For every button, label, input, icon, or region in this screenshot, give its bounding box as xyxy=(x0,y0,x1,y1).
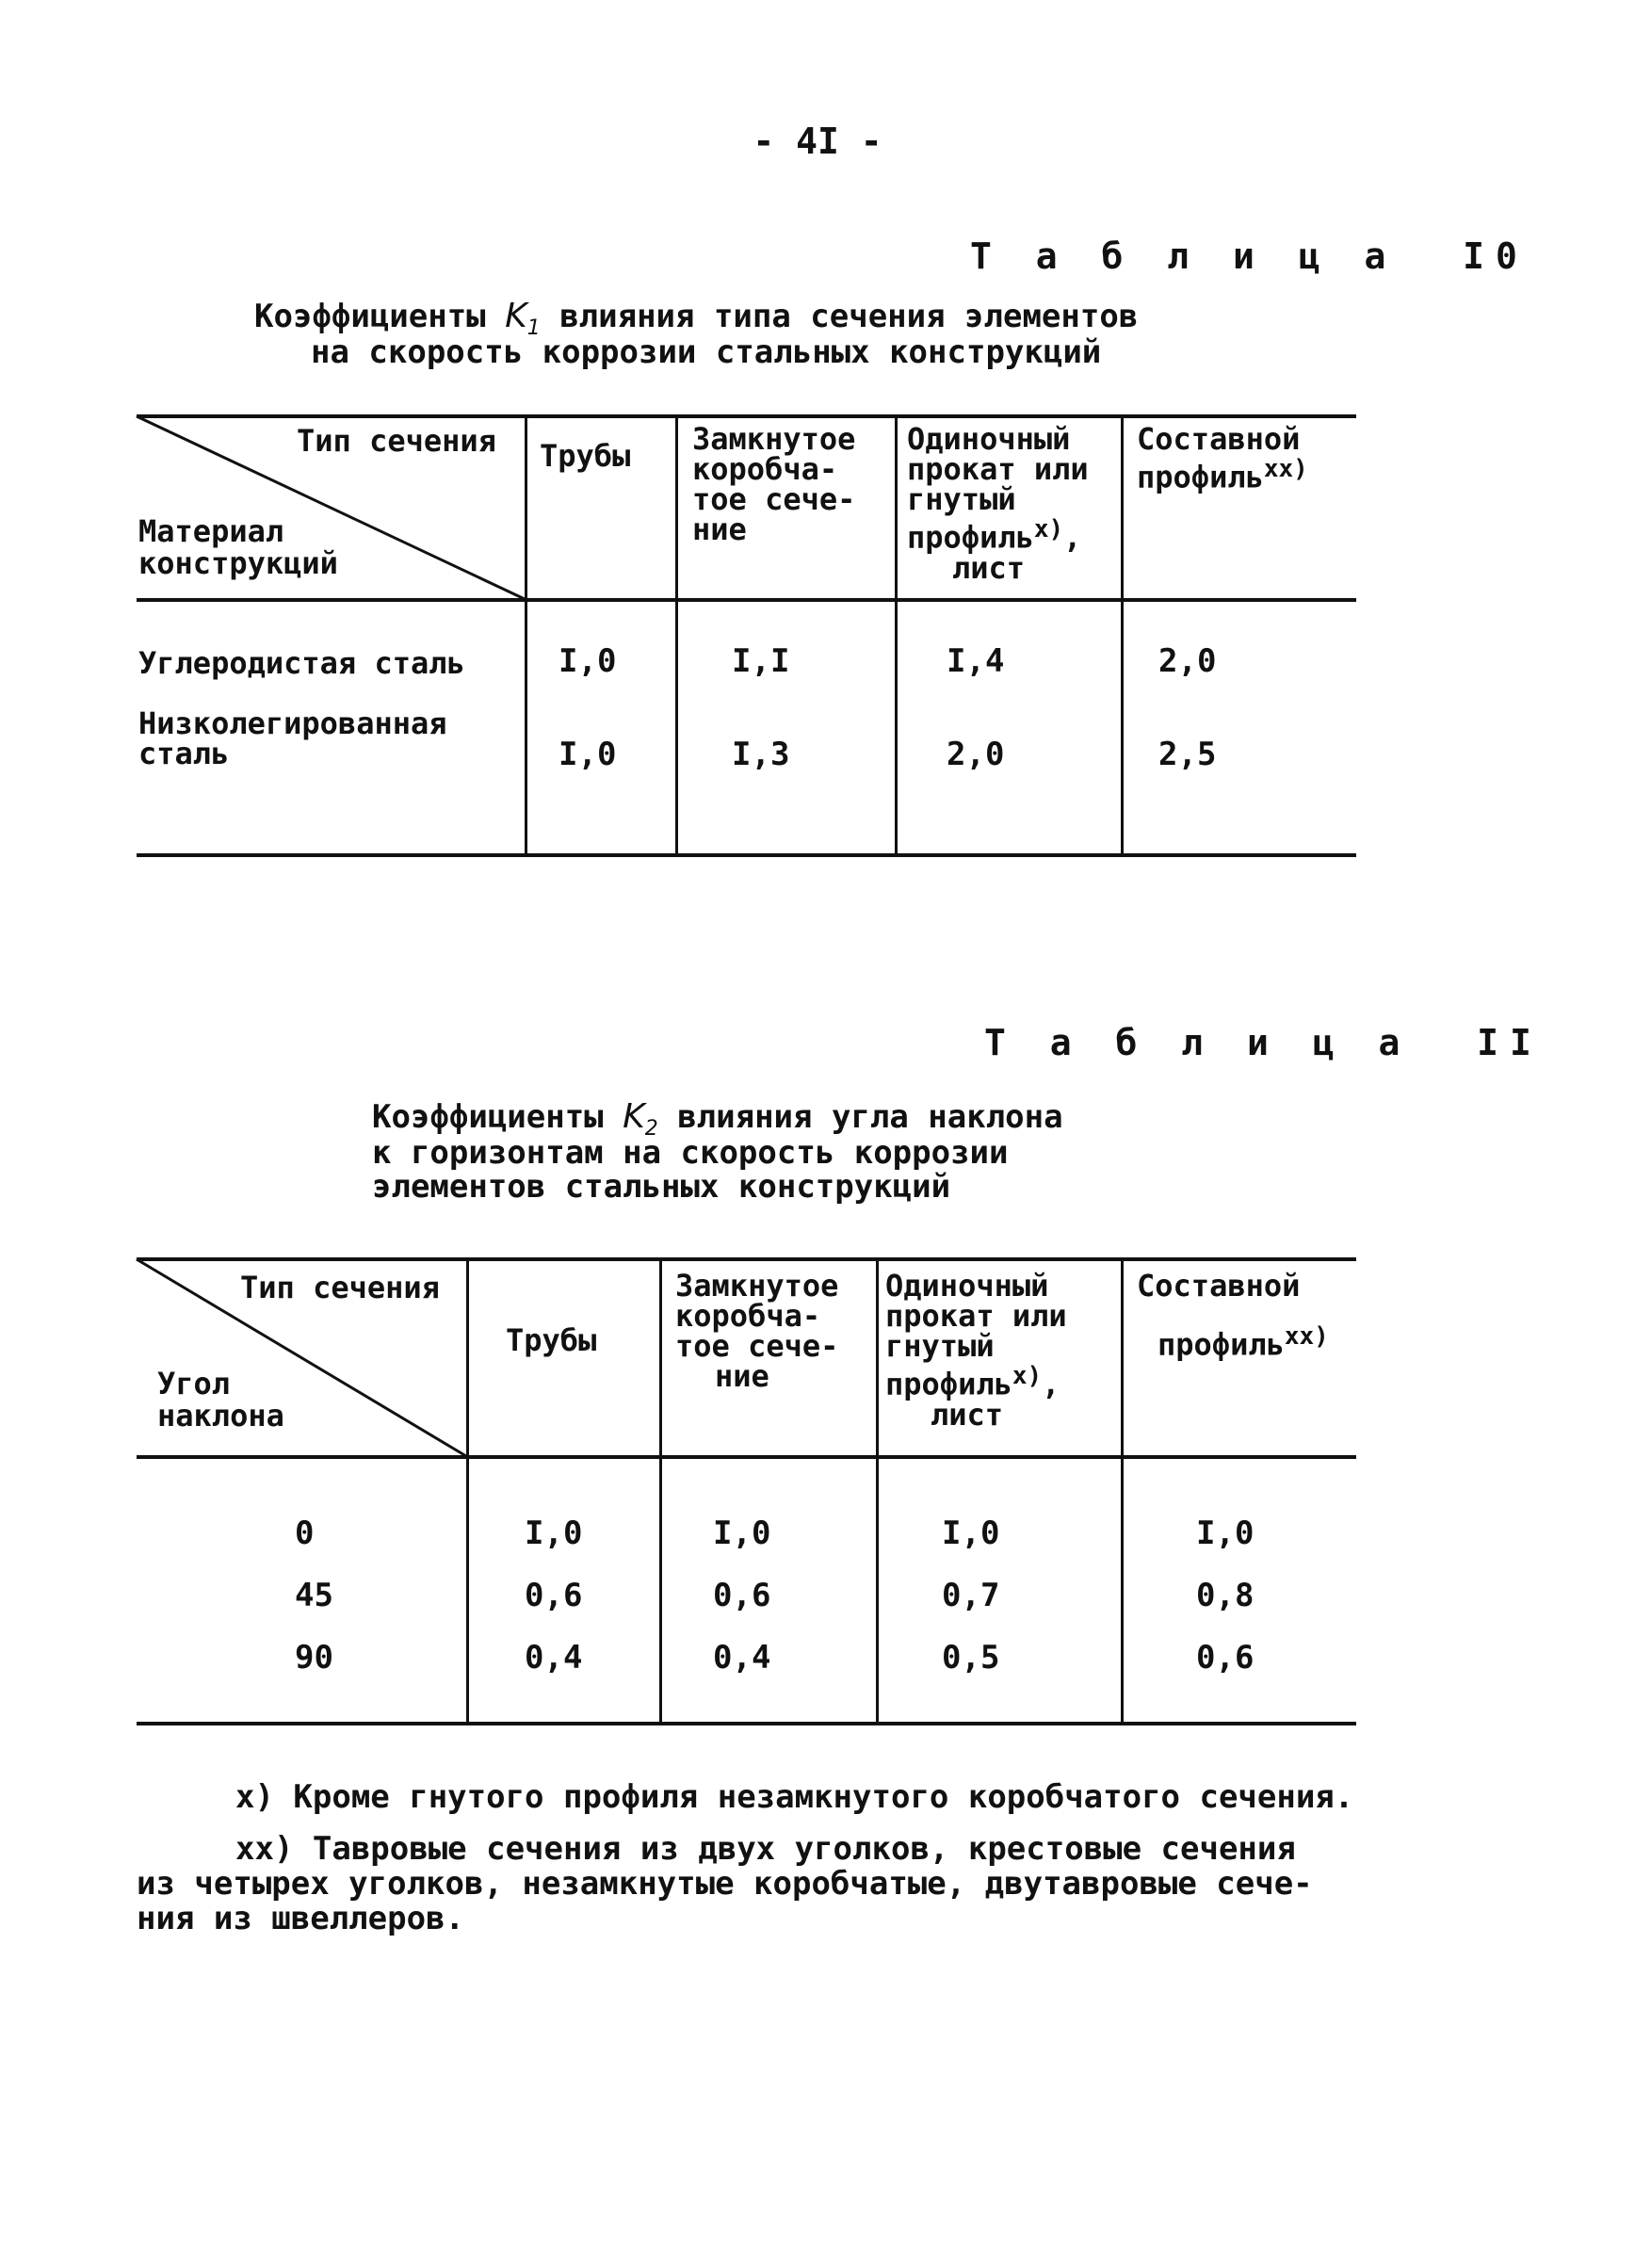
k1-symbol: $K_1$ xyxy=(505,297,541,341)
table10-cell: 2,5 xyxy=(1158,736,1217,773)
table10-col-closed-box: Замкнутое коробча- тое сече- ние xyxy=(692,421,856,547)
page-number: - 4I - xyxy=(753,121,882,162)
table10-corner-top: Тип сечения xyxy=(297,423,496,459)
table11-cell: 0,6 xyxy=(713,1577,771,1614)
table11-cell: 0,6 xyxy=(1196,1639,1255,1677)
table10-row-label: Низколегированная сталь xyxy=(138,705,447,771)
k2-symbol: $K_2$ xyxy=(623,1097,658,1142)
table10-cell: I,0 xyxy=(558,642,617,680)
footnote-xx-line2: из четырех уголков, незамкнутые коробчатые, двутавровые сече- xyxy=(137,1865,1313,1903)
table11-title-line2: к горизонтам на скорость коррозии xyxy=(372,1134,1009,1172)
table10-cell: I,4 xyxy=(947,642,1005,680)
footnote-x: x) Кроме гнутого профиля незамкнутого коробчатого сечения. xyxy=(235,1778,1354,1816)
table10-title-line1: Коэффициенты $K_1$ влияния типа сечения элементов xyxy=(254,297,1139,341)
table11-cell: 0,7 xyxy=(942,1577,1000,1614)
table10-cell: I,I xyxy=(732,642,790,680)
table11-col-single-rolled: Одиночный прокат или гнутый профиль$^{x)}$, лист xyxy=(885,1268,1067,1433)
table11-cell: 0,6 xyxy=(525,1577,583,1614)
table10 xyxy=(137,414,1356,862)
table11-cell: 0,4 xyxy=(713,1639,771,1677)
table11-corner-bottom-2: наклона xyxy=(157,1398,284,1434)
table11-cell: 0,5 xyxy=(942,1639,1000,1677)
table10-cell: I,3 xyxy=(732,736,790,773)
table11-col-composite: Составной профиль$^{xx)}$ xyxy=(1137,1268,1329,1363)
table11-corner-top: Тип сечения xyxy=(240,1270,440,1305)
table10-cell: 2,0 xyxy=(947,736,1005,773)
table11-corner-bottom-1: Угол xyxy=(157,1366,231,1401)
footnote-xx-line3: ния из швеллеров. xyxy=(137,1900,464,1937)
table10-col-single-rolled: Одиночный прокат или гнутый профиль$^{x)}$, лист xyxy=(907,421,1089,586)
table11-col-pipes: Трубы xyxy=(506,1322,597,1358)
table11-cell: I,0 xyxy=(942,1515,1000,1552)
table11-cell: I,0 xyxy=(1196,1515,1255,1552)
table11-title-line1: Коэффициенты $K_2$ влияния угла наклона xyxy=(372,1097,1063,1142)
table10-cell: I,0 xyxy=(558,736,617,773)
table11 xyxy=(137,1257,1356,1728)
table10-corner-bottom-1: Материал xyxy=(138,513,284,549)
table11-row-label: 0 xyxy=(295,1515,315,1552)
table10-corner-bottom-2: конструкций xyxy=(138,545,338,581)
table10-col-pipes: Трубы xyxy=(540,438,631,474)
table11-cell: I,0 xyxy=(525,1515,583,1552)
table11-col-closed-box: Замкнутое коробча- тое сече- ние xyxy=(675,1268,839,1394)
table11-caption: Т а б л и ц а II xyxy=(984,1022,1543,1063)
table10-caption: Т а б л и ц а I0 xyxy=(970,235,1529,277)
table10-title-line2: на скорость коррозии стальных конструкций xyxy=(311,333,1102,371)
table10-row-label: Углеродистая сталь xyxy=(138,645,465,681)
table11-cell: 0,4 xyxy=(525,1639,583,1677)
table11-cell: 0,8 xyxy=(1196,1577,1255,1614)
table11-cell: I,0 xyxy=(713,1515,771,1552)
table11-title-line3: элементов стальных конструкций xyxy=(372,1168,951,1206)
table11-row-label: 90 xyxy=(295,1639,333,1677)
table10-cell: 2,0 xyxy=(1158,642,1217,680)
table10-col-composite: Составной профиль$^{xx)}$ xyxy=(1137,421,1308,495)
footnote-xx-line1: xx) Тавровые сечения из двух уголков, крестовые сечения xyxy=(235,1830,1296,1868)
table11-row-label: 45 xyxy=(295,1577,333,1614)
